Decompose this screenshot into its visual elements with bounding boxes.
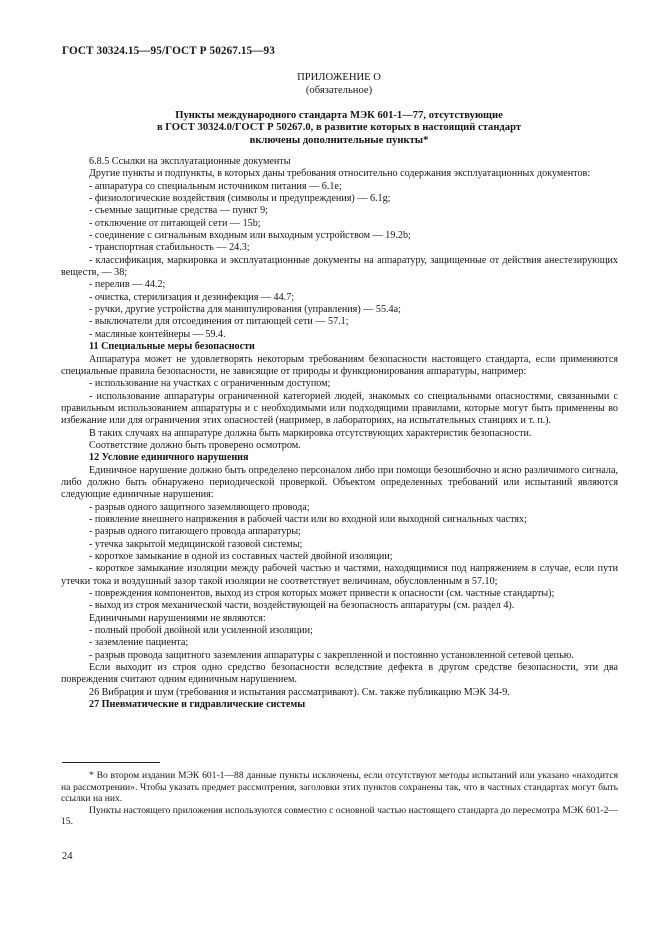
list-item: - использование аппаратуры ограниченной категорией людей, знакомых со специальными опасностями, связанными с правильным использованием аппаратуры и с необходимыми или подходящими правилами, которые могут быть применены во избежание или для ограничения этих опасностей (например, в лабораториях, на испытательных станциях и т. п.). — [61, 390, 618, 427]
paragraph: Единичными нарушениями не являются: — [89, 612, 266, 624]
appendix-title — [62, 110, 616, 147]
list-item: - ручки, другие устройства для манипулирования (управления) — 55.4а; — [89, 304, 401, 316]
footnote-divider — [62, 762, 160, 763]
paragraph: Единичное нарушение должно быть определено персоналом либо при помощи безошибочно и ясно различимого сигнала, либо должно быть обнаружено периодической проверкой. Объектом определенных требований или испытаний являются следующие единичные нарушения: — [61, 464, 618, 501]
running-header: ГОСТ 30324.15—95/ГОСТ Р 50267.15—93 — [62, 45, 275, 57]
section-heading: 27 Пневматические и гидравлические системы — [89, 699, 306, 711]
list-item: - появление внешнего напряжения в рабочей части или во входной или выходной сигнальных частях; — [89, 513, 527, 525]
list-item: - аппаратура со специальным источником питания — 6.1е; — [89, 180, 342, 192]
list-item: - классификация, маркировка и эксплуатационные документы на аппаратуру, защищенные от действия анестезирующих веществ, — 38; — [61, 254, 618, 279]
list-item: - отключение от питающей сети — 15b; — [89, 217, 261, 229]
list-item: - выключатели для отсоединения от питающей сети — 57.1; — [89, 316, 349, 328]
list-item: - соединение с сигнальным входным или выходным устройством — 19.2b; — [89, 230, 411, 242]
list-item: - разрыв одного питающего провода аппаратуры; — [89, 526, 301, 538]
paragraph: Аппаратура может не удовлетворять некоторым требованиям безопасности настоящего стандарта, если применяются специальные правила безопасности, не зависящие от природы и функционирования аппаратуры, например: — [61, 353, 618, 377]
list-item: - физиологические воздействия (символы и предупреждения) — 6.1g; — [89, 193, 391, 205]
list-item: - транспортная стабильность — 24.3; — [89, 242, 250, 254]
list-item: - использование на участках с ограниченным доступом; — [89, 378, 331, 390]
paragraph: Другие пункты и подпункты, в которых даны требования относительно содержания эксплуатационных документов: — [89, 168, 591, 180]
paragraph: Если выходит из строя одно средство безопасности вследствие дефекта в другом средстве безопасности, эти два повреждения считают одним единичным нарушением. — [61, 662, 618, 686]
footnotes — [61, 770, 618, 828]
list-item: - короткое замыкание изоляции между рабочей частью и частями, находящимися под напряжением в случае, если пути утечки тока и воздушный зазор такой изоляции не соответствует величинам, обусловленным в 57.10; — [61, 563, 618, 587]
paragraph: Соответствие должно быть проверено осмотром. — [89, 439, 301, 451]
list-item: - очистка, стерилизация и дезинфекция — 44.7; — [89, 291, 295, 303]
clause-heading: 6.8.5 Ссылки на эксплуатационные документы — [89, 156, 291, 167]
list-item: - выход из строя механической части, воздействующей на безопасность аппаратуры (см. раздел 4). — [89, 600, 515, 612]
list-item: - масляные контейнеры — 59.4. — [89, 328, 226, 340]
footnote: Пункты настоящего приложения используются совместно с основной частью настоящего стандарта до пересмотра МЭК 601-2—15. — [61, 804, 618, 828]
list-item: - съемные защитные средства — пункт 9; — [89, 205, 268, 217]
list-item: - повреждения компонентов, выход из строя которых может привести к опасности (см. частные стандарты); — [89, 588, 555, 600]
list-item: - заземление пациента; — [89, 637, 189, 649]
title-line: включены дополнительные пункты* — [249, 134, 429, 146]
paragraph: В таких случаях на аппаратуре должна быть маркировка отсутствующих характеристик безопасности. — [89, 427, 532, 439]
page-number: 24 — [62, 851, 73, 862]
list-item: - короткое замыкание в одной из составных частей двойной изоляции; — [89, 551, 393, 562]
list-item: - разрыв одного защитного заземляющего провода; — [89, 501, 310, 513]
title-line: Пункты международного стандарта МЭК 601-1—77, отсутствующие — [175, 110, 503, 121]
list-item: - утечка закрытой медицинской газовой системы; — [89, 538, 303, 550]
list-item: - перелив — 44.2; — [89, 279, 166, 291]
list-item: - полный пробой двойной или усиленной изоляции; — [89, 625, 313, 637]
section-heading: 11 Специальные меры безопасности — [89, 341, 255, 353]
title-line: в ГОСТ 30324.0/ГОСТ Р 50267.0, в развитие которых в настоящий стандарт — [156, 122, 522, 134]
appendix-status: (обязательное) — [305, 85, 373, 96]
appendix-label: ПРИЛОЖЕНИЕ О — [297, 72, 381, 83]
list-item: - разрыв провода защитного заземления аппаратуры с закрепленной и постоянно установленной сетевой цепью. — [89, 649, 574, 661]
body-text — [61, 156, 618, 711]
footnote: * Во втором издании МЭК 601-1—88 данные пункты исключены, если отсутствуют методы испытаний или указано «находится на рассмотрении». Чтобы указать предмет рассмотрения, заголовки этих пунктов сохранены так, что в частных стандартах могут быть ссылки на них. — [61, 770, 618, 805]
section-heading: 26 Вибрация и шум (требования и испытания рассматривают). См. также публикацию МЭК 34-9. — [89, 686, 510, 698]
section-heading: 12 Условие единичного нарушения — [89, 452, 249, 464]
